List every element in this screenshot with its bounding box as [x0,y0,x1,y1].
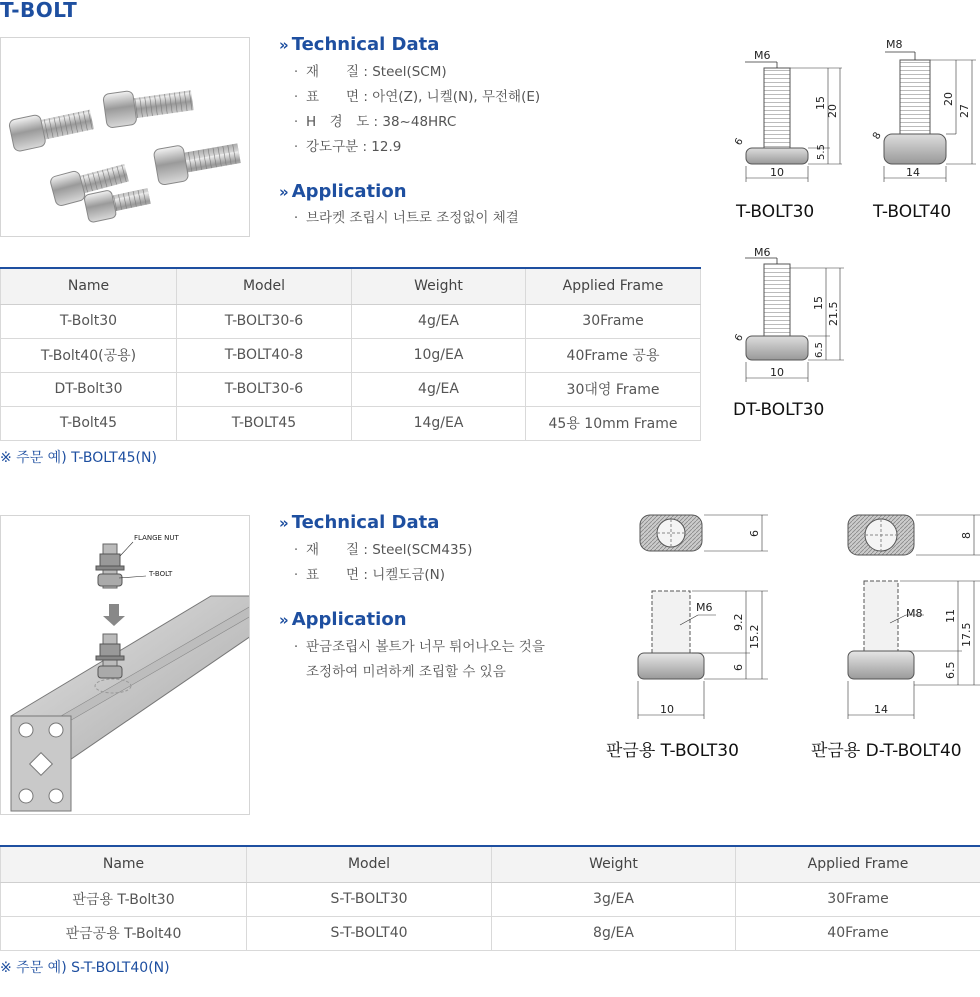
spec-value: : 38~48HRC [369,114,457,130]
cell-applied-frame: 40Frame 공용 [526,338,701,372]
cell-name: DT-Bolt30 [1,372,177,406]
cell-weight: 14g/EA [352,406,526,440]
dtbolt30-drawing-label: DT-BOLT30 [733,400,825,420]
technical-data-heading-text: Technical Data [291,34,440,55]
tbolt40-thread-label: M8 [886,38,903,51]
spec-label: 표 면 [306,567,360,583]
tbolt40-dim-27: 27 [958,104,971,118]
cell-applied-frame: 30대영 Frame [526,372,701,406]
tbolt40-dim-20: 20 [942,92,955,106]
cell-applied-frame: 30Frame [736,882,980,916]
spec-label: 표 면 [306,89,360,105]
page-title: T-BOLT [0,0,78,22]
technical-data-heading-2 [279,512,439,533]
bullet-icon: · [293,567,299,583]
cell-model: S-T-BOLT30 [247,882,492,916]
spec-value: : Steel(SCM) [359,64,447,80]
tbolt30-dim-20: 20 [826,104,839,118]
s-tbolt40-thread-label: M8 [906,607,923,620]
technical-data-heading-text: Technical Data [291,512,440,533]
spec-item [286,110,540,135]
s-tbolt30-dim-9-2: 9.2 [732,613,745,631]
s-tbolt30-top-dim: 6 [748,530,761,537]
table-header-row [1,268,701,304]
table-row [1,372,701,406]
column-header-applied-frame: Applied Frame [736,846,980,882]
cell-model: T-BOLT45 [177,406,352,440]
s-tbolt30-dim-15-2: 15.2 [748,624,761,649]
technical-spec-list-2 [286,538,472,588]
cell-model: T-BOLT40-8 [177,338,352,372]
spec-value: : 12.9 [358,139,402,155]
double-chevron-icon: » [279,514,289,532]
cell-name: T-Bolt45 [1,406,177,440]
spec-label: H 경 도 [306,114,370,130]
cell-name: 판금용 T-Bolt30 [1,882,247,916]
column-header-name: Name [1,846,247,882]
dtbolt30-dim-6: 6 [733,332,746,344]
tbolt30-tbolt40-drawing [720,30,980,230]
spec-label: 재 질 [306,64,360,80]
double-chevron-icon: » [279,36,289,54]
tbolt30-drawing [745,62,842,182]
s-tbolt40-dim-17-5: 17.5 [960,622,973,647]
tbolt30-thread-label: M6 [754,49,771,62]
dtbolt30-dim-10: 10 [770,366,784,379]
application-item-continued: 조정하여 미려하게 조립할 수 있음 [306,664,506,680]
s-tbolt30-dim-6: 6 [732,664,745,671]
dtbolt30-drawing [720,236,860,396]
cell-applied-frame: 45용 10mm Frame [526,406,701,440]
dtbolt30-dim-6-5: 6.5 [814,342,825,358]
dtbolt30-thread-label: M6 [754,246,771,259]
cell-applied-frame: 30Frame [526,304,701,338]
tbolt-spec-table [0,267,701,441]
order-example-note: ※ 주문 예) T-BOLT45(N) [0,450,157,466]
tbolt40-dim-8: 8 [871,130,884,142]
profile-assembly-drawing [1,516,250,815]
tbolt30-drawing-label: T-BOLT30 [736,202,815,222]
assembly-illustration [0,515,250,815]
double-chevron-icon: » [279,183,289,201]
dtbolt30-dim-21-5: 21.5 [827,301,840,326]
cell-model: T-BOLT30-6 [177,304,352,338]
s-tbolt40-dim-11: 11 [944,609,957,623]
cell-weight: 10g/EA [352,338,526,372]
s-tbolt30-thread-label: M6 [696,601,713,614]
spec-value: : 아연(Z), 니켈(N), 무전해(E) [359,89,541,105]
dtbolt30-dim-15: 15 [812,296,825,310]
spec-item [286,135,540,160]
spec-value: : Steel(SCM435) [359,542,473,558]
cell-model: T-BOLT30-6 [177,372,352,406]
technical-spec-list [286,60,540,160]
tbolt-photo-illustration [1,38,250,237]
spec-label: 재 질 [306,542,360,558]
table-row [1,882,980,916]
application-text: 브라켓 조립시 너트로 조정없이 체결 [306,210,519,226]
spec-item [286,85,540,110]
spec-item [286,563,472,588]
tbolt30-dim-15: 15 [814,96,827,110]
spec-item [286,538,472,563]
cell-weight: 4g/EA [352,304,526,338]
tbolt30-dim-6: 6 [733,136,746,148]
column-header-weight: Weight [492,846,736,882]
s-tbolt40-dim-6-5: 6.5 [944,661,957,679]
table-row [1,916,980,950]
column-header-applied-frame: Applied Frame [526,268,701,304]
bullet-icon: · [293,542,299,558]
bullet-icon: · [293,639,299,655]
column-header-weight: Weight [352,268,526,304]
application-item [286,206,519,231]
spec-label: 강도구분 [306,139,359,155]
sheet-metal-tbolt-drawings [600,505,980,725]
table-row [1,338,701,372]
technical-data-heading [279,34,439,55]
cell-weight: 4g/EA [352,372,526,406]
table-header-row [1,846,980,882]
application-list [286,206,519,231]
s-tbolt30-drawing-label: 판금용 T-BOLT30 [606,741,739,761]
cell-name: T-Bolt30 [1,304,177,338]
cell-name: 판금공용 T-Bolt40 [1,916,247,950]
cell-name: T-Bolt40(공용) [1,338,177,372]
application-list-2 [286,635,545,685]
table-row [1,304,701,338]
cell-weight: 8g/EA [492,916,736,950]
table-row [1,406,701,440]
sheet-metal-tbolt-spec-table [0,845,980,951]
column-header-model: Model [247,846,492,882]
bullet-icon: · [293,89,299,105]
column-header-name: Name [1,268,177,304]
tbolt30-dim-10: 10 [770,166,784,179]
tbolt40-dim-14: 14 [906,166,920,179]
application-text: 판금조립시 볼트가 너무 튀어나오는 것을 [306,639,545,655]
order-example-note-2: ※ 주문 예) S-T-BOLT40(N) [0,960,170,976]
spec-value: : 니켈도금(N) [359,567,446,583]
tbolt40-drawing-label: T-BOLT40 [873,202,952,222]
application-item [286,635,545,660]
column-header-model: Model [177,268,352,304]
flange-nut-label: FLANGE NUT [134,534,179,542]
s-tbolt40-top-dim: 8 [960,532,973,539]
cell-weight: 3g/EA [492,882,736,916]
s-tbolt40-dim-14: 14 [874,703,888,716]
s-tbolt30-dim-10: 10 [660,703,674,716]
tbolt30-dim-5-5: 5.5 [816,144,827,160]
bullet-icon: · [293,64,299,80]
application-heading-text: Application [291,609,407,630]
application-heading [279,181,407,202]
cell-applied-frame: 40Frame [736,916,980,950]
tbolt-callout-label: T-BOLT [149,570,173,578]
bullet-icon: · [293,139,299,155]
product-photo-tbolts [0,37,250,237]
application-heading-2 [279,609,407,630]
double-chevron-icon: » [279,611,289,629]
bullet-icon: · [293,114,299,130]
application-heading-text: Application [291,181,407,202]
cell-model: S-T-BOLT40 [247,916,492,950]
spec-item [286,60,540,85]
s-tbolt40-drawing-label: 판금용 D-T-BOLT40 [811,741,962,761]
bullet-icon: · [293,210,299,226]
